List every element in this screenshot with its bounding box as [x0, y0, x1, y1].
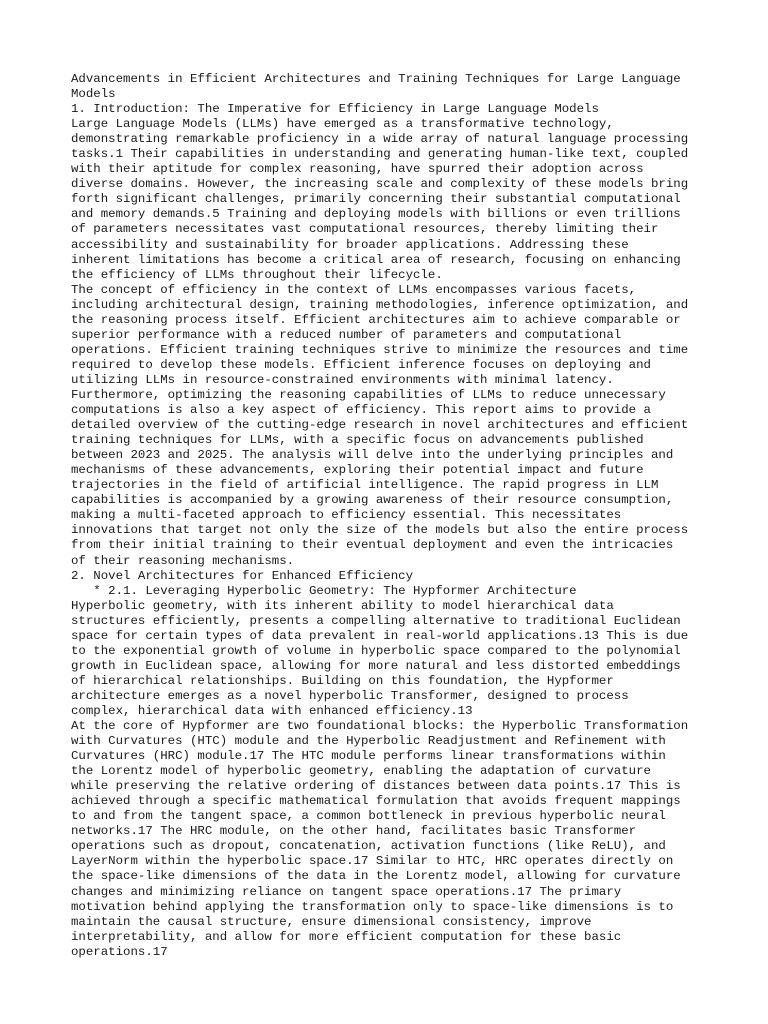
text-line: of their reasoning mechanisms. [71, 553, 295, 568]
text-line: to the exponential growth of volume in hyperbolic space compared to the polynomial [71, 643, 681, 658]
text-line: Curvatures (HRC) module.17 The HTC module performs linear transformations within [71, 749, 666, 764]
text-line: computations is also a key aspect of efficiency. This report aims to provide a [71, 403, 651, 418]
text-line: architecture emerges as a novel hyperbolic Transformer, designed to process [71, 688, 629, 703]
text-line: from their initial training to their eventual deployment and even the intricacies [71, 538, 674, 553]
document-body [71, 72, 711, 960]
text-line: forth significant challenges, primarily concerning their substantial computational [71, 192, 681, 207]
text-line: complex, hierarchical data with enhanced efficiency.13 [71, 703, 473, 718]
text-line: interpretability, and allow for more efficient computation for these basic [71, 929, 622, 944]
text-line: networks.17 The HRC module, on the other hand, facilitates basic Transformer [71, 824, 637, 839]
text-line: the reasoning process itself. Efficient architectures aim to achieve comparable or [71, 312, 681, 327]
text-line: to and from the tangent space, a common bottleneck in previous hyperbolic neural [71, 809, 666, 824]
text-line: required to develop these models. Efficient inference focuses on deploying and [71, 357, 651, 372]
text-line: operations.17 [71, 944, 168, 959]
text-line: making a multi-faceted approach to efficiency essential. This necessitates [71, 508, 622, 523]
text-line: between 2023 and 2025. The analysis will delve into the underlying principles and [71, 448, 674, 463]
text-line: Models [71, 87, 116, 102]
text-line: including architectural design, training methodologies, inference optimization, and [71, 297, 689, 312]
text-line: space for certain types of data prevalent in real-world applications.13 This is due [71, 628, 689, 643]
text-line: inherent limitations has become a critical area of research, focusing on enhancing [71, 252, 681, 267]
text-line: the Lorentz model of hyperbolic geometry, enabling the adaptation of curvature [71, 764, 651, 779]
text-line: of parameters necessitates vast computational resources, thereby limiting their [71, 222, 659, 237]
text-line: LayerNorm within the hyperbolic space.17 Similar to HTC, HRC operates directly on [71, 854, 674, 869]
text-line: the space-like dimensions of the data in the Lorentz model, allowing for curvature [71, 869, 681, 884]
text-line: Advancements in Efficient Architectures and Training Techniques for Large Language [71, 72, 681, 86]
text-line: 1. Introduction: The Imperative for Efficiency in Large Language Models [71, 102, 599, 117]
text-line: Furthermore, optimizing the reasoning capabilities of LLMs to reduce unnecessary [71, 387, 666, 402]
text-line: innovations that target not only the size of the models but also the entire process [71, 523, 689, 538]
text-line: tasks.1 Their capabilities in understanding and generating human-like text, coupled [71, 147, 689, 162]
text-line: mechanisms of these advancements, exploring their potential impact and future [71, 463, 644, 478]
text-line: capabilities is accompanied by a growing awareness of their resource consumption, [71, 493, 674, 508]
text-line: detailed overview of the cutting-edge research in novel architectures and efficient [71, 418, 689, 433]
text-line: diverse domains. However, the increasing scale and complexity of these models bring [71, 177, 689, 192]
text-line: and memory demands.5 Training and deploying models with billions or even trillions [71, 207, 681, 222]
text-line: Hyperbolic geometry, with its inherent ability to model hierarchical data [71, 598, 614, 613]
text-line: the efficiency of LLMs throughout their lifecycle. [71, 267, 443, 282]
text-line: with their aptitude for complex reasoning, have spurred their adoption across [71, 162, 644, 177]
text-line: structures efficiently, presents a compelling alternative to traditional Euclidean [71, 613, 681, 628]
text-line: utilizing LLMs in resource-constrained environments with minimal latency. [71, 372, 614, 387]
text-line: The concept of efficiency in the context of LLMs encompasses various facets, [71, 282, 637, 297]
text-line: superior performance with a reduced number of parameters and computational [71, 327, 622, 342]
text-line: achieved through a specific mathematical formulation that avoids frequent mappings [71, 794, 681, 809]
text-line: operations. Efficient training techniques strive to minimize the resources and time [71, 342, 689, 357]
text-line: 2. Novel Architectures for Enhanced Efficiency [71, 568, 414, 583]
text-line: demonstrating remarkable proficiency in a wide array of natural language processing [71, 132, 689, 147]
text-line: maintain the causal structure, ensure dimensional consistency, improve [71, 914, 592, 929]
text-line: * 2.1. Leveraging Hyperbolic Geometry: The Hypformer Architecture [71, 583, 577, 598]
text-line: changes and minimizing reliance on tangent space operations.17 The primary [71, 884, 622, 899]
text-line: operations such as dropout, concatenation, activation functions (like ReLU), and [71, 839, 666, 854]
text-line: while preserving the relative ordering of distances between data points.17 This is [71, 779, 681, 794]
text-line: of hierarchical relationships. Building on this foundation, the Hypformer [71, 673, 614, 688]
text-line: accessibility and sustainability for broader applications. Addressing these [71, 237, 629, 252]
text-line: growth in Euclidean space, allowing for more natural and less distorted embeddings [71, 658, 681, 673]
text-line: At the core of Hypformer are two foundational blocks: the Hyperbolic Transformation [71, 719, 689, 734]
text-line: trajectories in the field of artificial intelligence. The rapid progress in LLM [71, 478, 659, 493]
text-line: motivation behind applying the transformation only to space-like dimensions is to [71, 899, 674, 914]
text-line: training techniques for LLMs, with a specific focus on advancements published [71, 433, 644, 448]
text-line: with Curvatures (HTC) module and the Hyperbolic Readjustment and Refinement with [71, 734, 666, 749]
text-line: Large Language Models (LLMs) have emerged as a transformative technology, [71, 117, 614, 132]
